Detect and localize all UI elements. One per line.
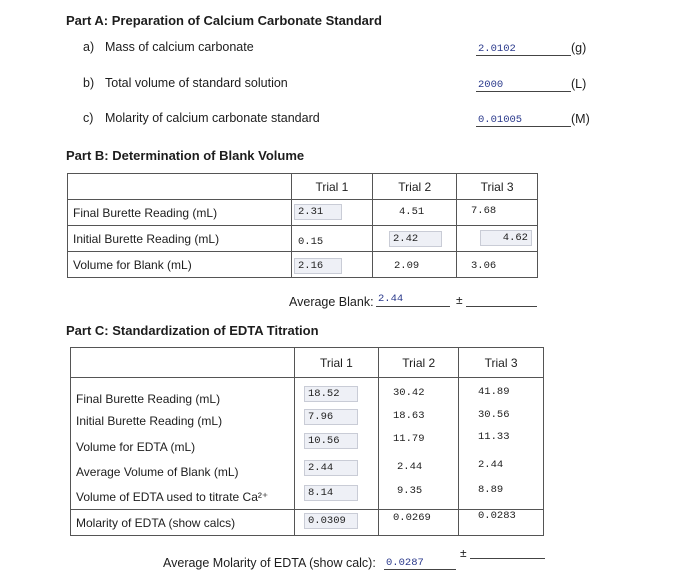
part-c-title: Part C: Standardization of EDTA Titration: [66, 323, 319, 338]
table-header-row: [71, 348, 544, 378]
blank-final-trial3-input[interactable]: 7.68: [471, 205, 497, 217]
mass-unit: (g): [571, 41, 587, 55]
part-b-title: Part B: Determination of Blank Volume: [66, 148, 305, 163]
row-label: Final Burette Reading (mL): [71, 378, 295, 409]
blank-initial-trial2-input[interactable]: 2.42: [389, 231, 442, 247]
average-blank-label: Average Blank:: [289, 295, 374, 309]
blank-initial-trial1-input[interactable]: 0.15: [298, 236, 324, 248]
volume-value[interactable]: 2000: [478, 79, 504, 91]
column-header: Trial 1: [291, 174, 373, 200]
avg-blank-trial1-input[interactable]: 2.44: [304, 460, 358, 476]
column-header: Trial 2: [379, 348, 459, 378]
row-label: Molarity of EDTA (show calcs): [71, 510, 295, 536]
blank-volume-trial1-input[interactable]: 2.16: [294, 258, 342, 274]
edta-molarity-trial1-input[interactable]: 0.0309: [304, 513, 358, 529]
molarity-standard-value[interactable]: 0.01005: [478, 114, 523, 126]
average-molarity-underline: [384, 569, 456, 570]
edta-volume-trial2-input[interactable]: 11.79: [393, 433, 425, 445]
volume-unit: (L): [571, 77, 587, 91]
uncertainty-underline[interactable]: [466, 306, 537, 307]
edta-final-trial2-input[interactable]: 30.42: [393, 387, 425, 399]
part-a-item-c-label: Molarity of calcium carbonate standard: [105, 111, 320, 125]
edta-initial-trial3-input[interactable]: 30.56: [478, 409, 510, 421]
blank-initial-trial3-input[interactable]: 4.62: [480, 230, 532, 246]
edta-volume-trial1-input[interactable]: 10.56: [304, 433, 358, 449]
mass-value[interactable]: 2.0102: [478, 43, 516, 55]
blank-final-trial2-input[interactable]: 4.51: [399, 206, 425, 218]
edta-initial-trial1-input[interactable]: 7.96: [304, 409, 358, 425]
edta-final-trial3-input[interactable]: 41.89: [478, 386, 510, 398]
row-label: Initial Burette Reading (mL): [68, 226, 292, 252]
blank-volume-trial2-input[interactable]: 2.09: [394, 260, 420, 272]
blank-final-trial1-input[interactable]: 2.31: [294, 204, 342, 220]
average-blank-underline: [376, 306, 450, 307]
average-blank-value[interactable]: 2.44: [378, 293, 404, 305]
molarity-standard-underline: [476, 126, 571, 127]
plus-minus-symbol: ±: [456, 293, 463, 307]
part-a-item-c-marker: c): [83, 111, 94, 125]
part-a-item-b-marker: b): [83, 76, 95, 90]
avg-blank-trial3-input[interactable]: 2.44: [478, 459, 504, 471]
column-header: Trial 2: [373, 174, 457, 200]
part-a-item-a-marker: a): [83, 40, 95, 54]
row-label: Final Burette Reading (mL): [68, 200, 292, 226]
row-label: Average Volume of Blank (mL): [71, 459, 295, 484]
edta-used-trial2-input[interactable]: 9.35: [397, 485, 423, 497]
column-header: Trial 3: [457, 174, 538, 200]
volume-underline: [476, 91, 571, 92]
table-header-row: [68, 174, 538, 200]
row-label: Volume for Blank (mL): [68, 252, 292, 278]
mass-underline: [476, 55, 571, 56]
average-molarity-value[interactable]: 0.0287: [386, 557, 424, 569]
part-a-title: Part A: Preparation of Calcium Carbonate Standard: [66, 13, 382, 28]
edta-used-trial3-input[interactable]: 8.89: [478, 484, 504, 496]
edta-used-trial1-input[interactable]: 8.14: [304, 485, 358, 501]
edta-final-trial1-input[interactable]: 18.52: [304, 386, 358, 402]
column-header: Trial 3: [459, 348, 544, 378]
molarity-standard-unit: (M): [571, 112, 590, 126]
edta-initial-trial2-input[interactable]: 18.63: [393, 410, 425, 422]
row-label: Initial Burette Reading (mL): [71, 408, 295, 434]
edta-molarity-trial2-input[interactable]: 0.0269: [393, 512, 431, 524]
edta-molarity-trial3-input[interactable]: 0.0283: [478, 510, 516, 522]
average-molarity-label: Average Molarity of EDTA (show calc):: [163, 556, 376, 570]
part-a-item-b-label: Total volume of standard solution: [105, 76, 288, 90]
blank-volume-trial3-input[interactable]: 3.06: [471, 260, 497, 272]
avg-blank-trial2-input[interactable]: 2.44: [397, 461, 423, 473]
row-label: Volume of EDTA used to titrate Ca²⁺: [71, 484, 295, 510]
molarity-uncertainty-underline[interactable]: [470, 558, 545, 559]
edta-volume-trial3-input[interactable]: 11.33: [478, 431, 510, 443]
column-header: Trial 1: [294, 348, 379, 378]
plus-minus-symbol: ±: [460, 546, 467, 560]
row-label: Volume for EDTA (mL): [71, 434, 295, 459]
part-a-item-a-label: Mass of calcium carbonate: [105, 40, 254, 54]
